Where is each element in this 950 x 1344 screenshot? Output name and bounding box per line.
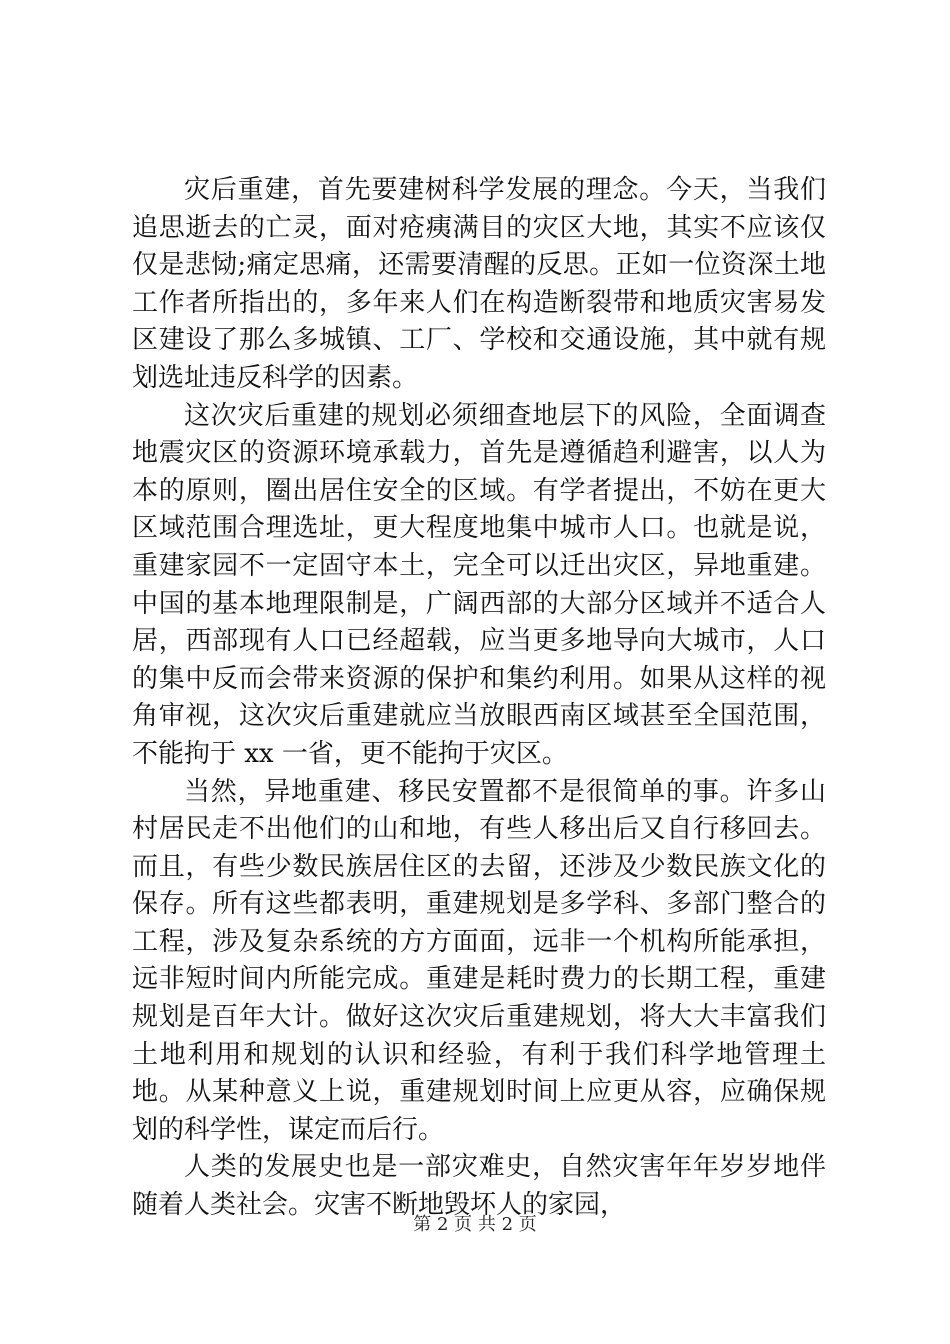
paragraph-2: 这次灾后重建的规划必须细查地层下的风险，全面调查地震灾区的资源环境承载力，首先是遵循趋利避害，以人为本的原则，圈出居住安全的区域。有学者提出，不妨在更大区域范围合理选址，更大程度地集中城市人口。也就是说，重建家园不一定固守本土，完全可以迁出灾区，异地重建。中国的基本地理限制是，广阔西部的大部分区域并不适合人居，西部现有人口已经超载，应当更多地导向大城市，人口的集中反而会带来资源的保护和集约利用。如果从这样的视角审视，这次灾后重建就应当放眼西南区域甚至全国范围，不能拘于 xx 一省，更不能拘于灾区。 — [132, 400, 826, 769]
paragraph-4: 人类的发展史也是一部灾难史，自然灾害年年岁岁地伴随着人类社会。灾害不断地毁坏人的家园， — [132, 1152, 826, 1221]
paragraph-1: 灾后重建，首先要建树科学发展的理念。今天，当我们追思逝去的亡灵，面对疮痍满目的灾区大地，其实不应该仅仅是悲恸;痛定思痛，还需要清醒的反思。正如一位资深土地工作者所指出的，多年来人们在构造断裂带和地质灾害易发区建设了那么多城镇、工厂、学校和交通设施，其中就有规划选址违反科学的因素。 — [132, 175, 826, 393]
document-body — [132, 172, 826, 1225]
paragraph-3: 当然，异地重建、移民安置都不是很简单的事。许多山村居民走不出他们的山和地，有些人移出后又自行移回去。而且，有些少数民族居住区的去留，还涉及少数民族文化的保存。所有这些都表明，重建规划是多学科、多部门整合的工程，涉及复杂系统的方方面面，远非一个机构所能承担，远非短时间内所能完成。重建是耗时费力的长期工程，重建规划是百年大计。做好这次灾后重建规划，将大大丰富我们土地利用和规划的认识和经验，有利于我们科学地管理土地。从某种意义上说，重建规划时间上应更从容，应确保规划的科学性，谋定而后行。 — [132, 776, 826, 1145]
page-number-footer: 第 2 页 共 2 页 — [413, 1214, 537, 1235]
